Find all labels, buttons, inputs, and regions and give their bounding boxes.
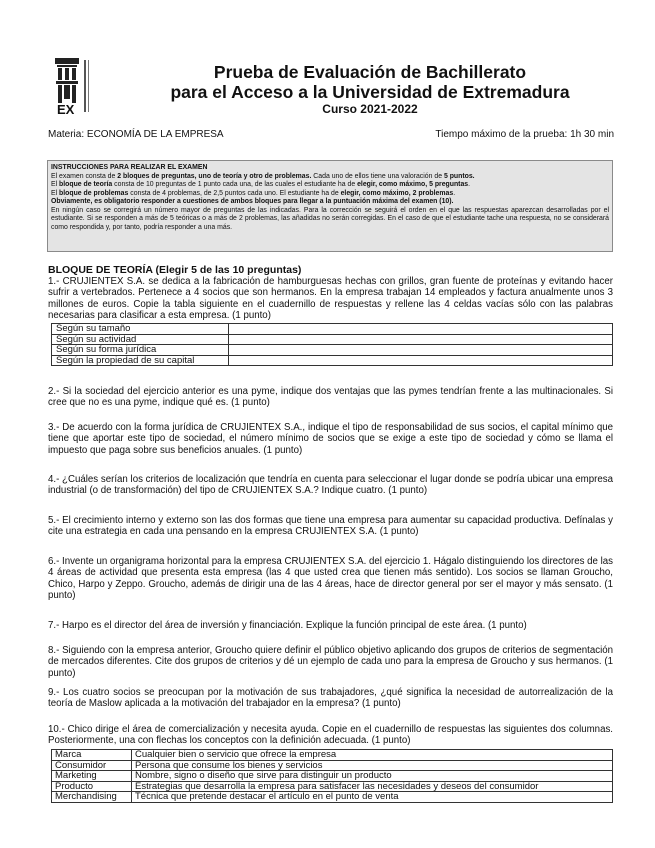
marketing-concepts-table (51, 749, 613, 803)
title-line-2: para el Acceso a la Universidad de Extremadura (170, 82, 570, 102)
table-row (52, 781, 613, 792)
definition-cell: Nombre, signo o diseño que sirve para distinguir un producto (132, 771, 613, 782)
table-cell: Según su actividad (52, 334, 229, 345)
table-row (52, 355, 613, 366)
term-cell: Producto (52, 781, 132, 792)
empty-cell (229, 334, 613, 345)
university-logo (52, 56, 100, 120)
question-10: 10.- Chico dirige el área de comercialización y necesita ayuda. Copie en el cuadernillo de respuestas las siguientes dos columnas. Posteriormente, una con flechas los conceptos con la definición adecuada. (1 punto) (48, 724, 613, 747)
table-row (52, 771, 613, 782)
question-1: 1.- CRUJIENTEX S.A. se dedica a la fabricación de hamburguesas hechas con grillos, gran fuente de proteínas y evitando hacer sufrir a vertebrados. Pertenece a 4 socios que son hermanos. En la empresa trabajan 14 empleados y factura anualmente unos 3 millones de euros. Copie la tabla siguiente en el cuadernillo de respuestas y rellene las 4 celdas vacías sólo con las palabras necesarias para clasificar a esta empresa. (1 punto) (48, 276, 613, 321)
definition-cell: Cualquier bien o servicio que ofrece la empresa (132, 750, 613, 761)
instructions-line-1: El examen consta de 2 bloques de preguntas, uno de teoría y otro de problemas. Cada uno de ellos tiene una valoración de 5 puntos. (51, 172, 475, 180)
question-2: 2.- Si la sociedad del ejercicio anterior es una pyme, indique dos ventajas que las pymes tendrían frente a las multinacionales. Si cree que no es una pyme, indique qué es. (1 punto) (48, 386, 613, 409)
table-cell: Según su tamaño (52, 324, 229, 335)
question-3: 3.- De acuerdo con la forma jurídica de CRUJIENTEX S.A., indique el tipo de responsabilidad de sus socios, el capital mínimo que tiene que aportar este tipo de sociedad, el número mínimo de socios que se exige a este tipo de sociedad y cómo se llama el impuesto que paga sobre sus beneficios anuales. (1 punto) (48, 422, 613, 456)
instructions-heading: INSTRUCCIONES PARA REALIZAR EL EXAMEN (51, 164, 208, 171)
definition-cell: Persona que consume los bienes y servicios (132, 760, 613, 771)
question-8: 8.- Siguiendo con la empresa anterior, Groucho quiere definir el público objetivo aplicando dos grupos de criterios de segmentación de mercados diferentes. Cite dos grupos de criterios y dé un ejemplo de cada uno para la empresa de Groucho y sus hermanos. (1 punto) (48, 645, 613, 679)
term-cell: Merchandising (52, 792, 132, 803)
table-row (52, 334, 613, 345)
empty-cell (229, 345, 613, 356)
theory-block-title: BLOQUE DE TEORÍA (Elegir 5 de las 10 preguntas) (48, 264, 302, 276)
instructions-box (47, 160, 613, 252)
classification-table (51, 323, 613, 366)
instructions-line-2: El bloque de teoría consta de 10 preguntas de 1 punto cada una, de las cuales el estudiante ha de elegir, como máximo, 5 preguntas. (51, 181, 471, 188)
definition-cell: Técnica que pretende destacar el artículo en el punto de venta (132, 792, 613, 803)
instructions-line-5: En ningún caso se corregirá un número mayor de preguntas de las indicadas. Para la corrección se seguirá el orden en el que las respuestas aparezcan desarrolladas por el estudiante. Si se responden a más de 5 teóricas o a más de 2 problemas, las añadidas no serán corregidas. En el caso de que el estudiante tache una respuesta, no se considerará como respondida y, por tanto, podría responder a una más. (51, 206, 609, 231)
table-row (52, 324, 613, 335)
logo-text: EX (57, 102, 75, 117)
table-cell: Según su forma jurídica (52, 345, 229, 356)
question-4: 4.- ¿Cuáles serían los criterios de localización que tendría en cuenta para seleccionar el lugar donde se podría ubicar una empresa industrial (o de transformación) del tipo de CRUJIENTEX S.A.? Indique cuatro. (1 punto) (48, 474, 613, 497)
table-row (52, 760, 613, 771)
question-5: 5.- El crecimiento interno y externo son las dos formas que tiene una empresa para aumentar su capacidad productiva. Defínalas y cite una estrategia en cada una pensando en la empresa CRUJIENTEX S.A. (1 punto) (48, 515, 613, 538)
question-7: 7.- Harpo es el director del área de inversión y financiación. Explique la función principal de este área. (1 punto) (48, 620, 527, 631)
definition-cell: Estrategias que desarrolla la empresa para satisfacer las necesidades y deseos del consumidor (132, 781, 613, 792)
course-year: Curso 2021-2022 (322, 102, 418, 116)
term-cell: Marca (52, 750, 132, 761)
instructions-line-3: El bloque de problemas consta de 4 problemas, de 2,5 puntos cada uno. El estudiante ha de elegir, como máximo, 2 problemas. (51, 189, 456, 197)
max-time-label: Tiempo máximo de la prueba: 1h 30 min (435, 129, 614, 140)
table-row (52, 750, 613, 761)
exam-title (150, 62, 590, 117)
title-line-1: Prueba de Evaluación de Bachillerato (213, 62, 527, 82)
empty-cell (229, 355, 613, 366)
table-row (52, 792, 613, 803)
empty-cell (229, 324, 613, 335)
instructions-line-4: Obviamente, es obligatorio responder a cuestiones de ambos bloques para llegar a la puntuación máxima del examen (10). (51, 198, 454, 205)
question-9: 9.- Los cuatro socios se preocupan por la motivación de sus trabajadores, ¿qué significa la necesidad de autorrealización de la teoría de Maslow aplicada a la motivación del trabajador en la empresa? (1 punto) (48, 687, 613, 710)
question-6: 6.- Invente un organigrama horizontal para la empresa CRUJIENTEX S.A. del ejercicio 1. Hágalo distinguiendo los directores de las 4 áreas de actividad que presenta esta empresa (las 4 que usted crea que tienen más sentido). Los socios se llaman Groucho, Chico, Harpo y Zeppo. Groucho, además de dirigir una de las 4 áreas, hace de director general por ser el mayor y más sensato. (1 punto) (48, 556, 613, 601)
subject-label: Materia: ECONOMÍA DE LA EMPRESA (48, 129, 224, 140)
term-cell: Marketing (52, 771, 132, 782)
table-row (52, 345, 613, 356)
term-cell: Consumidor (52, 760, 132, 771)
table-cell: Según la propiedad de su capital (52, 355, 229, 366)
